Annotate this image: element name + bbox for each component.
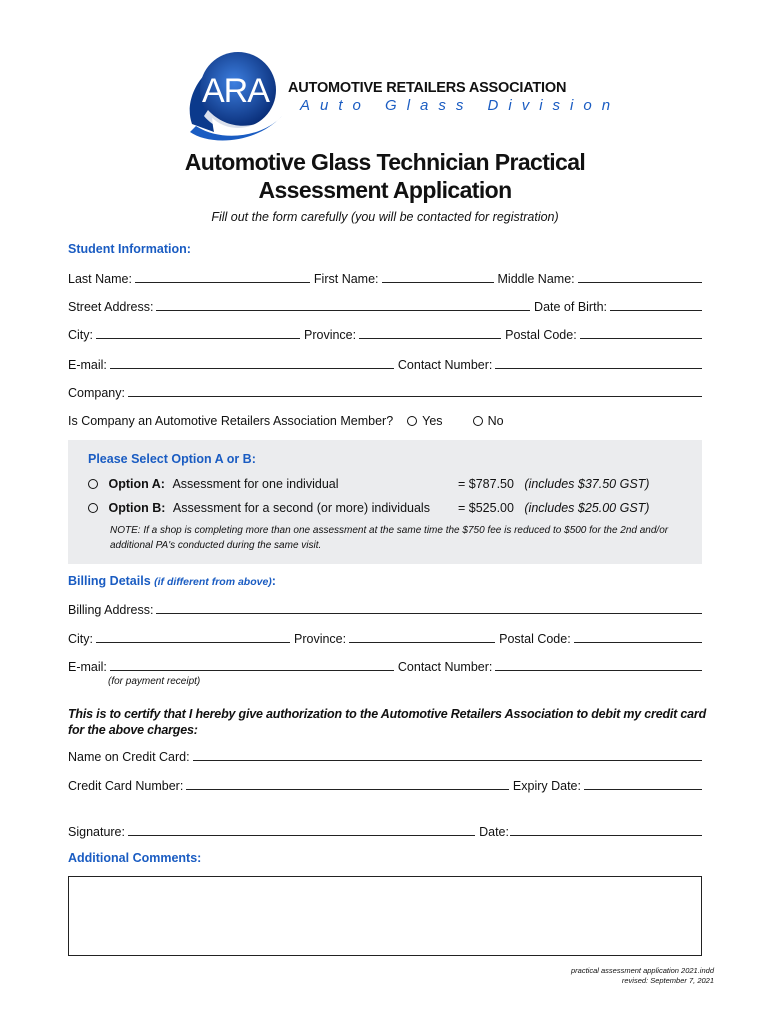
- option-b-price: = $525.00 (includes $25.00 GST): [458, 501, 650, 515]
- option-note: NOTE: If a shop is completing more than one assessment at the same time the $750 fee is reduced to $500 for the 2nd and/or additional PA's conducted during the same visit.: [110, 525, 669, 551]
- comments-heading: Additional Comments:: [68, 851, 202, 865]
- billing-province-label: Province:: [294, 632, 347, 646]
- middle-name-label: Middle Name:: [497, 272, 575, 286]
- comments-textarea[interactable]: [68, 876, 702, 956]
- company-label: Company:: [68, 386, 125, 400]
- division-name: Auto Glass Division: [300, 97, 621, 114]
- signature-label: Signature:: [68, 825, 125, 839]
- radio-yes[interactable]: [407, 416, 417, 426]
- option-b-desc: Assessment for a second (or more) individuals: [172, 501, 430, 515]
- billing-email-label: E-mail:: [68, 660, 107, 674]
- billing-heading: Billing Details (if different from above):: [68, 574, 276, 588]
- billing-city-row: [68, 630, 702, 646]
- contact-field[interactable]: [495, 368, 702, 369]
- billing-address-label: Billing Address:: [68, 603, 154, 617]
- date-field[interactable]: [510, 835, 702, 836]
- card-number-label: Credit Card Number:: [68, 779, 184, 793]
- email-field[interactable]: [110, 368, 394, 369]
- billing-address-row: [68, 601, 702, 617]
- street-field[interactable]: [156, 310, 530, 311]
- billing-postal-label: Postal Code:: [499, 632, 571, 646]
- student-info-heading: Student Information:: [68, 242, 191, 256]
- billing-province-field[interactable]: [349, 642, 495, 643]
- last-name-label: Last Name:: [68, 272, 132, 286]
- first-name-label: First Name:: [313, 272, 379, 286]
- expiry-field[interactable]: [584, 789, 702, 790]
- billing-city-field[interactable]: [96, 642, 290, 643]
- email-row: [68, 356, 702, 372]
- expiry-label: Expiry Date:: [512, 779, 581, 793]
- footer-revision: practical assessment application 2021.indd revised: September 7, 2021: [570, 966, 714, 985]
- first-name-field[interactable]: [382, 282, 494, 283]
- payment-receipt-note: (for payment receipt): [108, 676, 201, 687]
- billing-city-label: City:: [68, 632, 93, 646]
- option-a-label: Option A:: [108, 477, 165, 491]
- member-no[interactable]: No: [473, 414, 504, 428]
- option-b-label: Option B:: [108, 501, 166, 515]
- billing-email-field[interactable]: [110, 670, 394, 671]
- postal-label: Postal Code:: [505, 328, 577, 342]
- radio-no[interactable]: [473, 416, 483, 426]
- date-label: Date:: [479, 825, 509, 839]
- card-number-row: [68, 777, 702, 793]
- dob-field[interactable]: [610, 310, 702, 311]
- authorization-statement: This is to certify that I hereby give authorization to the Automotive Retailers Association to debit my credit card for the above charges:: [68, 707, 706, 737]
- ara-logo: [186, 46, 566, 146]
- member-yes[interactable]: Yes: [407, 414, 442, 428]
- option-a-desc: Assessment for one individual: [172, 477, 339, 491]
- city-field[interactable]: [96, 338, 300, 339]
- billing-address-field[interactable]: [156, 613, 702, 614]
- member-question: Is Company an Automotive Retailers Association Member?: [68, 414, 394, 428]
- option-a-price: = $787.50 (includes $37.50 GST): [458, 477, 650, 491]
- signature-field[interactable]: [128, 835, 475, 836]
- subtitle: Fill out the form carefully (you will be contacted for registration): [211, 210, 559, 224]
- city-label: City:: [68, 328, 93, 342]
- org-name: AUTOMOTIVE RETAILERS ASSOCIATION: [288, 80, 567, 96]
- city-row: [68, 326, 702, 342]
- card-number-field[interactable]: [186, 789, 509, 790]
- name-row: [68, 270, 702, 286]
- company-field[interactable]: [128, 396, 702, 397]
- card-name-label: Name on Credit Card:: [68, 750, 190, 764]
- middle-name-field[interactable]: [578, 282, 702, 283]
- option-heading: Please Select Option A or B:: [88, 452, 256, 466]
- billing-email-row: [68, 658, 702, 674]
- last-name-field[interactable]: [135, 282, 310, 283]
- signature-row: [68, 823, 702, 839]
- province-label: Province:: [304, 328, 357, 342]
- member-row: [68, 412, 702, 428]
- billing-contact-label: Contact Number:: [397, 660, 493, 674]
- card-name-field[interactable]: [193, 760, 702, 761]
- card-name-row: [68, 748, 702, 764]
- radio-option-a[interactable]: [88, 479, 98, 489]
- logo-mark-text: ARA: [202, 72, 269, 110]
- email-label: E-mail:: [68, 358, 107, 372]
- page-title: Automotive Glass Technician Practical Assessment Application: [184, 149, 586, 203]
- dob-label: Date of Birth:: [534, 300, 607, 314]
- postal-field[interactable]: [580, 338, 702, 339]
- company-row: [68, 384, 702, 400]
- province-field[interactable]: [359, 338, 501, 339]
- billing-postal-field[interactable]: [574, 642, 702, 643]
- address-row: [68, 298, 702, 314]
- billing-contact-field[interactable]: [495, 670, 702, 671]
- contact-label: Contact Number:: [397, 358, 493, 372]
- street-label: Street Address:: [68, 300, 154, 314]
- radio-option-b[interactable]: [88, 503, 98, 513]
